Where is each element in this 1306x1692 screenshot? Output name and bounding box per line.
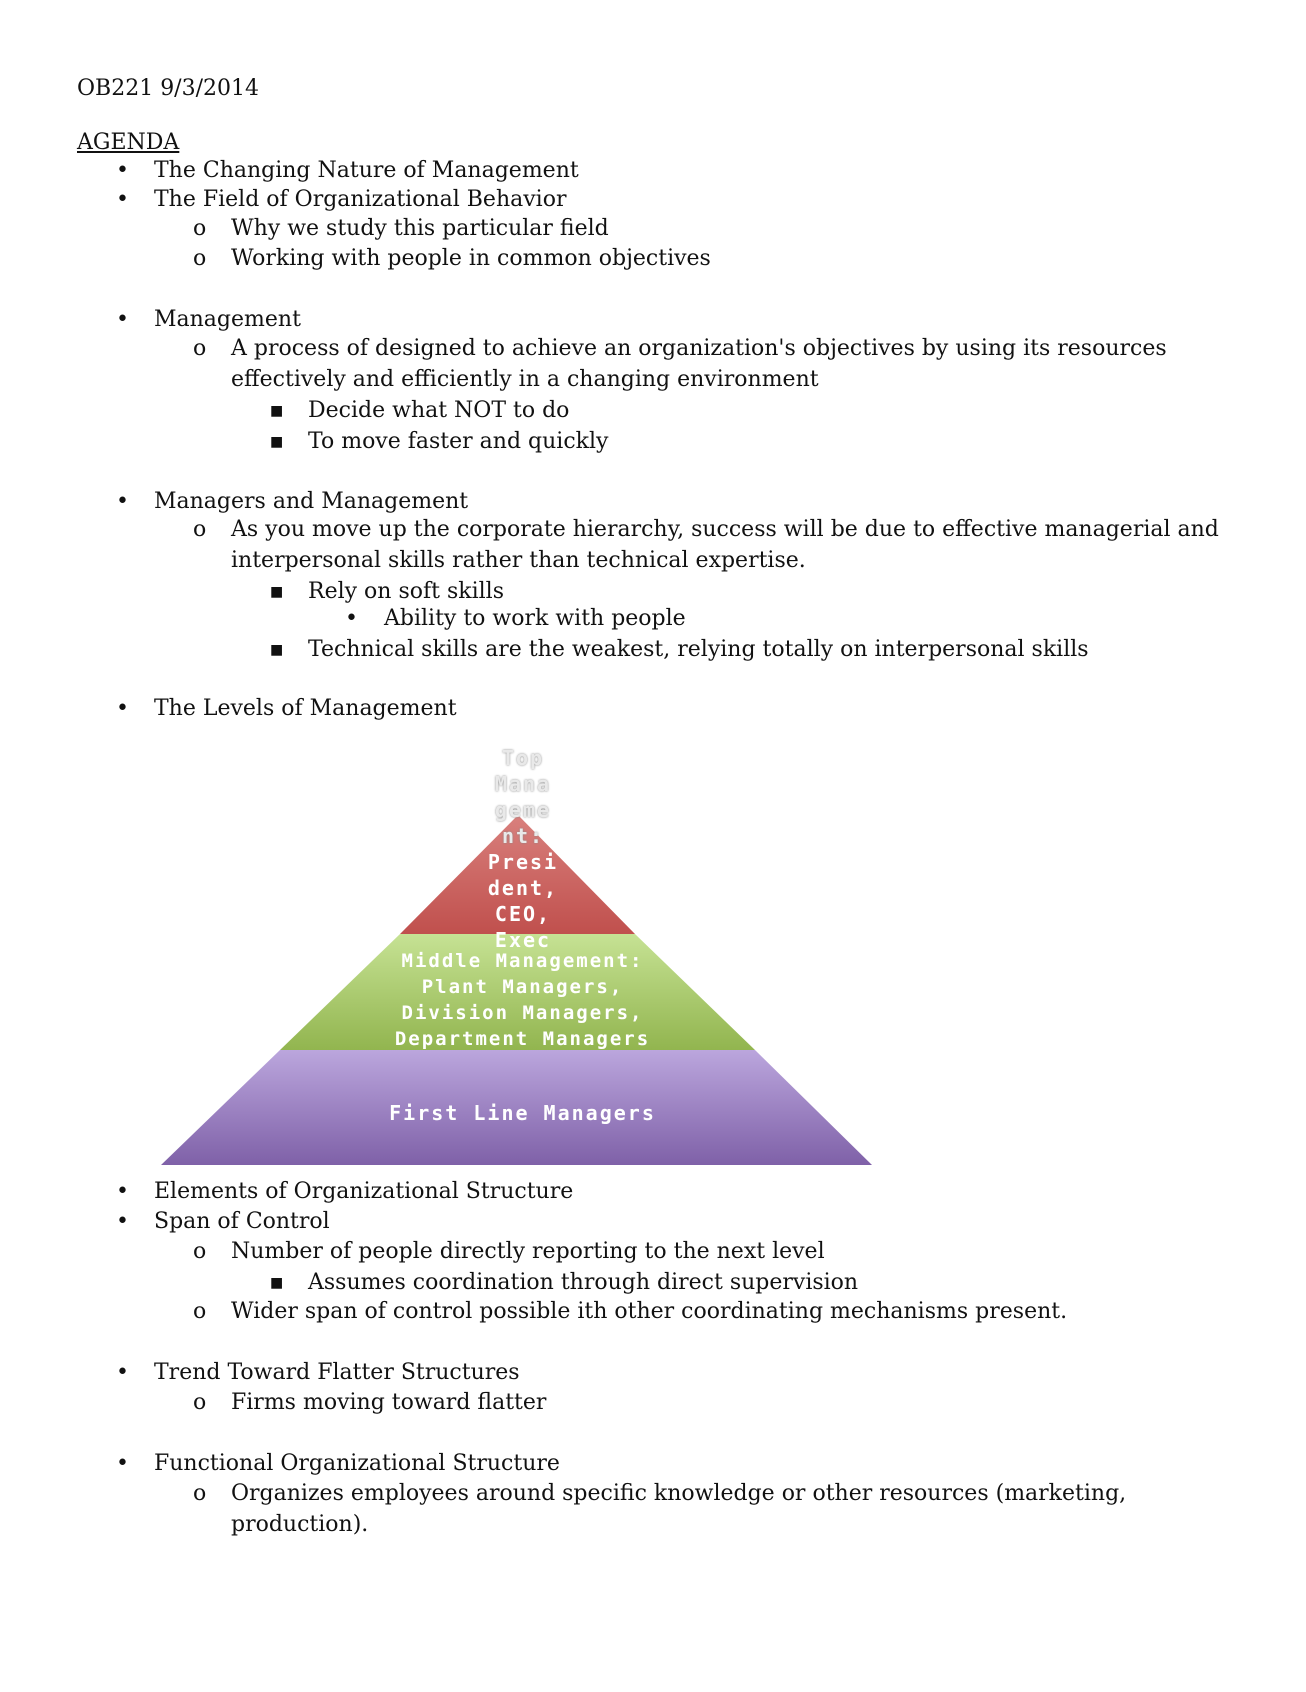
list-item: Span of Control	[154, 1209, 330, 1234]
document-header: OB221 9/3/2014	[77, 76, 259, 101]
bullet-square: ■	[270, 584, 284, 600]
bullet-square: ■	[270, 642, 284, 658]
list-item: Management	[154, 307, 301, 332]
pyramid-top-line: Presi	[487, 850, 559, 874]
list-item: Managers and Management	[154, 489, 469, 514]
bullet-disc: •	[116, 187, 129, 212]
bullet-circle: o	[193, 336, 207, 361]
pyramid-top-line: geme	[494, 798, 552, 822]
agenda-title: AGENDA	[77, 130, 180, 155]
list-item-continuation: production).	[231, 1512, 369, 1537]
bullet-disc: •	[116, 158, 129, 183]
list-item: Why we study this particular field	[231, 216, 609, 241]
pyramid-bottom-label: First Line Managers	[389, 1101, 656, 1125]
list-item: Trend Toward Flatter Structures	[154, 1360, 520, 1385]
list-item: As you move up the corporate hierarchy, success will be due to effective managerial and	[231, 517, 1219, 542]
list-item: Working with people in common objectives	[231, 246, 711, 271]
pyramid-middle-line: Plant Managers,	[421, 976, 624, 998]
bullet-circle: o	[193, 246, 207, 271]
bullet-square: ■	[270, 1275, 284, 1291]
list-item: Assumes coordination through direct supervision	[308, 1270, 859, 1295]
bullet-square: ■	[270, 403, 284, 419]
bullet-circle: o	[193, 1481, 207, 1506]
list-item: Technical skills are the weakest, relying totally on interpersonal skills	[308, 637, 1089, 662]
bullet-circle: o	[193, 216, 207, 241]
list-item: Firms moving toward flatter	[231, 1390, 547, 1415]
list-item: Wider span of control possible ith other coordinating mechanisms present.	[231, 1299, 1068, 1324]
list-item: Ability to work with people	[384, 606, 686, 631]
list-item: A process of designed to achieve an organization's objectives by using its resources	[231, 336, 1167, 361]
bullet-disc: •	[116, 1451, 129, 1476]
pyramid-middle-line: Department Managers	[394, 1028, 651, 1050]
bullet-circle: o	[193, 1299, 207, 1324]
pyramid-middle-line: Middle Management:	[401, 950, 644, 972]
bullet-disc: •	[116, 489, 129, 514]
pyramid-top-line: nt:	[501, 824, 545, 848]
bullet-circle: o	[193, 517, 207, 542]
bullet-circle: o	[193, 1390, 207, 1415]
pyramid-top-line: CEO,	[494, 902, 552, 926]
list-item: Elements of Organizational Structure	[154, 1179, 574, 1204]
bullet-disc: •	[345, 606, 358, 631]
bullet-disc: •	[116, 696, 129, 721]
list-item: Functional Organizational Structure	[154, 1451, 560, 1476]
pyramid-top-line: Exec	[494, 928, 552, 952]
list-item-continuation: interpersonal skills rather than technical expertise.	[231, 548, 806, 573]
list-item: To move faster and quickly	[308, 429, 609, 454]
list-item: Number of people directly reporting to the next level	[231, 1239, 825, 1264]
bullet-square: ■	[270, 434, 284, 450]
pyramid-top-line: Mana	[494, 772, 552, 796]
bullet-disc: •	[116, 1360, 129, 1385]
pyramid-middle-line: Division Managers,	[401, 1002, 644, 1024]
pyramid-top-label	[475, 745, 571, 952]
list-item: The Field of Organizational Behavior	[154, 187, 567, 212]
list-item-continuation: effectively and efficiently in a changing environment	[231, 367, 819, 392]
pyramid-top-line: dent,	[487, 876, 559, 900]
list-item: Rely on soft skills	[308, 579, 504, 604]
bullet-disc: •	[116, 1179, 129, 1204]
pyramid-top-line: Top	[501, 746, 545, 770]
pyramid-middle-label	[300, 948, 745, 1053]
list-item: Organizes employees around specific knowledge or other resources (marketing,	[231, 1481, 1127, 1506]
bullet-disc: •	[116, 307, 129, 332]
bullet-circle: o	[193, 1239, 207, 1264]
list-item: The Levels of Management	[154, 696, 457, 721]
bullet-disc: •	[116, 1209, 129, 1234]
list-item: Decide what NOT to do	[308, 398, 570, 423]
list-item: The Changing Nature of Management	[154, 158, 579, 183]
